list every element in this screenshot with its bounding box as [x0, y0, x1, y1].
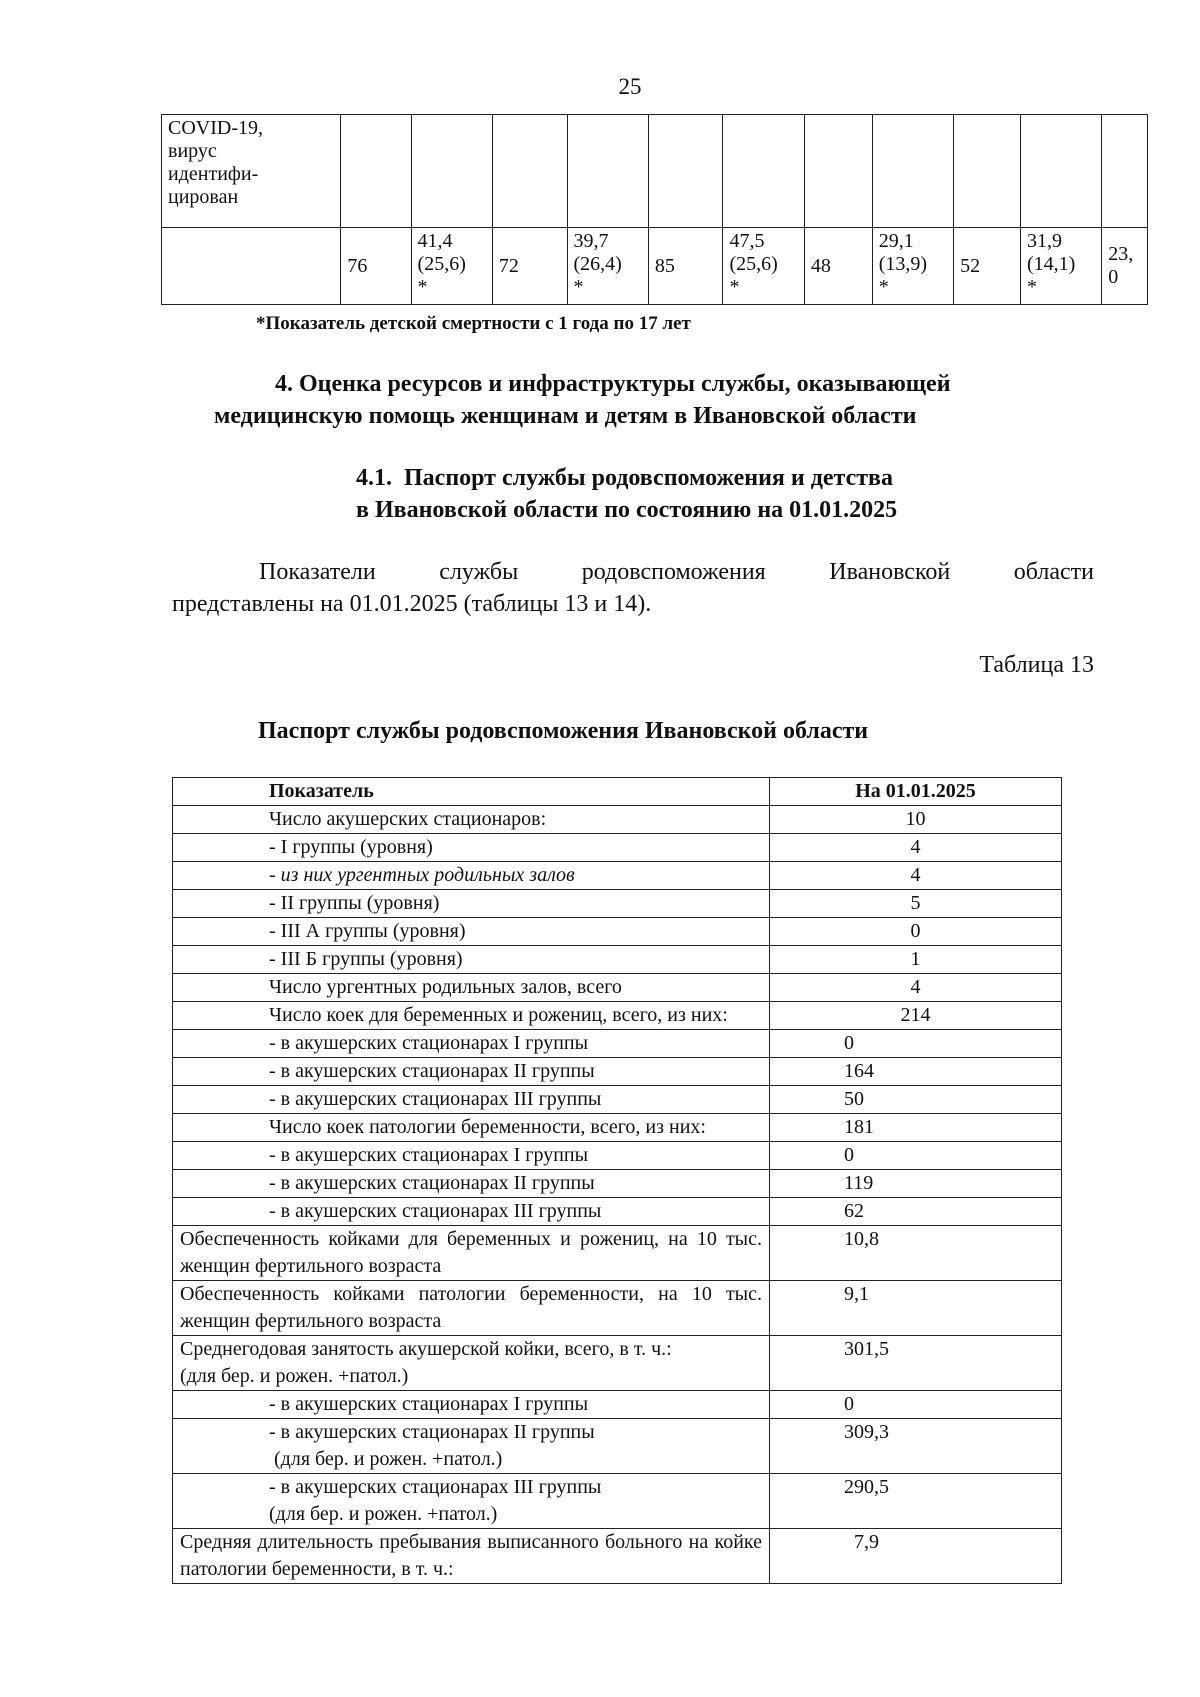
row-value: 5	[770, 890, 1062, 918]
label-line: (для бер. и рожен. +патол.)	[180, 1365, 409, 1387]
table-header-row	[173, 778, 1062, 806]
row-label: - в акушерских стационарах I группы	[173, 1030, 770, 1058]
row-value: 301,5	[770, 1336, 1062, 1391]
row-label	[173, 1419, 770, 1474]
value: 85	[654, 254, 675, 277]
label-line: вирус	[168, 140, 217, 162]
row-label: - I группы (уровня)	[173, 834, 770, 862]
table-title: Паспорт службы родовспоможения Ивановской области	[258, 718, 869, 744]
row-label: - в акушерских стационарах II группы	[173, 1058, 770, 1086]
empty-cell	[1102, 115, 1148, 228]
row-label: - III А группы (уровня)	[173, 918, 770, 946]
row-label: - в акушерских стационарах I группы	[173, 1391, 770, 1419]
table-row	[173, 1114, 1062, 1142]
table-row	[173, 1142, 1062, 1170]
section-heading-line2: медицинскую помощь женщинам и детям в Ивановской области	[214, 403, 917, 429]
row-value: 62	[770, 1198, 1062, 1226]
table-row	[173, 1226, 1062, 1281]
label-line: - в акушерских стационарах II группы	[269, 1421, 595, 1443]
row-value: 164	[770, 1058, 1062, 1086]
table-row	[173, 834, 1062, 862]
value: (25,6)	[417, 253, 466, 275]
empty-cell	[648, 115, 723, 228]
row-value: 181	[770, 1114, 1062, 1142]
row-value: 50	[770, 1086, 1062, 1114]
row-value: 4	[770, 834, 1062, 862]
label-line: COVID-19,	[168, 117, 263, 139]
table-row	[173, 1419, 1062, 1474]
row-value: 214	[770, 1002, 1062, 1030]
table-row	[162, 228, 1148, 305]
value: 52	[960, 254, 981, 277]
row-label: - в акушерских стационарах I группы	[173, 1142, 770, 1170]
value-cell	[341, 228, 411, 305]
asterisk: *	[878, 276, 889, 298]
paragraph-line1: Показатели службы родовспоможения Ивановской области	[259, 559, 1094, 585]
empty-cell	[954, 115, 1021, 228]
empty-cell	[567, 115, 648, 228]
table-row	[173, 1170, 1062, 1198]
empty-cell	[872, 115, 953, 228]
row-label: Обеспеченность койками патологии беременности, на 10 тыс. женщин фертильного возраста	[173, 1281, 770, 1336]
empty-cell	[492, 115, 567, 228]
table-row	[173, 1086, 1062, 1114]
value: (14,1)	[1026, 253, 1076, 275]
label-line: (для бер. и рожен. +патол.)	[269, 1503, 498, 1525]
value-cell	[648, 228, 723, 305]
value: 31,9	[1026, 230, 1062, 252]
row-label-cell	[162, 115, 341, 228]
value-cell	[411, 228, 492, 305]
value: 41,4	[417, 230, 453, 252]
section-heading-line1: 4. Оценка ресурсов и инфраструктуры службы, оказывающей	[275, 371, 951, 397]
header-value: На 01.01.2025	[770, 778, 1062, 806]
table-row	[173, 974, 1062, 1002]
value: 76	[347, 254, 368, 277]
row-label: - III Б группы (уровня)	[173, 946, 770, 974]
table-row	[173, 1336, 1062, 1391]
value: 23,	[1108, 243, 1134, 265]
footnote: *Показатель детской смертности с 1 года по 17 лет	[256, 313, 691, 334]
value-cell	[492, 228, 567, 305]
empty-cell	[1020, 115, 1101, 228]
table-row	[173, 890, 1062, 918]
row-value: 1	[770, 946, 1062, 974]
row-label: Число коек патологии беременности, всего, из них:	[173, 1114, 770, 1142]
mortality-table-continuation	[161, 114, 1148, 305]
table-row	[162, 115, 1148, 228]
row-label: Число акушерских стационаров:	[173, 806, 770, 834]
value-cell	[567, 228, 648, 305]
asterisk: *	[1026, 276, 1037, 298]
table-row	[173, 1002, 1062, 1030]
table-row	[173, 946, 1062, 974]
value-cell	[872, 228, 953, 305]
label-line: цирован	[168, 186, 239, 208]
value: 48	[810, 254, 831, 277]
table-row	[173, 862, 1062, 890]
value: 47,5	[729, 230, 765, 252]
table-row	[173, 1474, 1062, 1529]
row-label	[173, 1474, 770, 1529]
value: 72	[498, 254, 519, 277]
row-label: - из них ургентных родильных залов	[173, 862, 770, 890]
empty-cell	[723, 115, 804, 228]
label-line: идентифи-	[168, 163, 259, 185]
page-number: 25	[618, 74, 642, 99]
paragraph-line2: представлены на 01.01.2025 (таблицы 13 и 14).	[172, 591, 652, 617]
row-label: - в акушерских стационарах III группы	[173, 1198, 770, 1226]
row-label: Число ургентных родильных залов, всего	[173, 974, 770, 1002]
subsection-heading-line2: в Ивановской области по состоянию на 01.01.2025	[356, 497, 898, 523]
label-line: Среднегодовая занятость акушерской койки, всего, в т. ч.:	[180, 1338, 672, 1360]
empty-label-cell	[162, 228, 341, 305]
row-label	[173, 1336, 770, 1391]
row-value: 10	[770, 806, 1062, 834]
row-value: 0	[770, 918, 1062, 946]
value-cell	[804, 228, 872, 305]
table-row	[173, 1058, 1062, 1086]
row-value: 7,9	[770, 1529, 1062, 1584]
value-cell	[723, 228, 804, 305]
table-row	[173, 1281, 1062, 1336]
table-row	[173, 1391, 1062, 1419]
subsection-heading-line1: 4.1. Паспорт службы родовспоможения и детства	[356, 465, 893, 491]
row-label: - в акушерских стационарах III группы	[173, 1086, 770, 1114]
table-row	[173, 806, 1062, 834]
value: 0	[1108, 266, 1119, 288]
table-number-label: Таблица 13	[979, 652, 1094, 678]
asterisk: *	[417, 276, 428, 298]
value: (25,6)	[729, 253, 778, 275]
row-value: 119	[770, 1170, 1062, 1198]
table-row	[173, 1529, 1062, 1584]
label-line: (для бер. и рожен. +патол.)	[269, 1448, 503, 1470]
value-cell	[1020, 228, 1101, 305]
row-value: 4	[770, 862, 1062, 890]
row-value: 0	[770, 1391, 1062, 1419]
table-row	[173, 1198, 1062, 1226]
header-indicator: Показатель	[173, 778, 770, 806]
passport-table	[172, 777, 1062, 1584]
row-value: 0	[770, 1142, 1062, 1170]
table-row	[173, 1030, 1062, 1058]
value-cell	[954, 228, 1021, 305]
row-value: 4	[770, 974, 1062, 1002]
row-value: 0	[770, 1030, 1062, 1058]
row-value: 10,8	[770, 1226, 1062, 1281]
row-label: - II группы (уровня)	[173, 890, 770, 918]
empty-cell	[411, 115, 492, 228]
row-value: 9,1	[770, 1281, 1062, 1336]
row-label: Обеспеченность койками для беременных и рожениц, на 10 тыс. женщин фертильного возраста	[173, 1226, 770, 1281]
row-value: 309,3	[770, 1419, 1062, 1474]
table-row	[173, 918, 1062, 946]
value: 39,7	[573, 230, 609, 252]
row-label: - в акушерских стационарах II группы	[173, 1170, 770, 1198]
row-label: Средняя длительность пребывания выписанного больного на койке патологии беременности, в т. ч.:	[173, 1529, 770, 1584]
value: (13,9)	[878, 253, 928, 275]
value: 29,1	[878, 230, 914, 252]
label-line: - в акушерских стационарах III группы	[269, 1476, 602, 1498]
value: (26,4)	[573, 253, 622, 275]
empty-cell	[341, 115, 411, 228]
asterisk: *	[729, 276, 740, 298]
row-value: 290,5	[770, 1474, 1062, 1529]
asterisk: *	[573, 276, 584, 298]
empty-cell	[804, 115, 872, 228]
value-cell	[1102, 228, 1148, 305]
row-label: Число коек для беременных и рожениц, всего, из них:	[173, 1002, 770, 1030]
